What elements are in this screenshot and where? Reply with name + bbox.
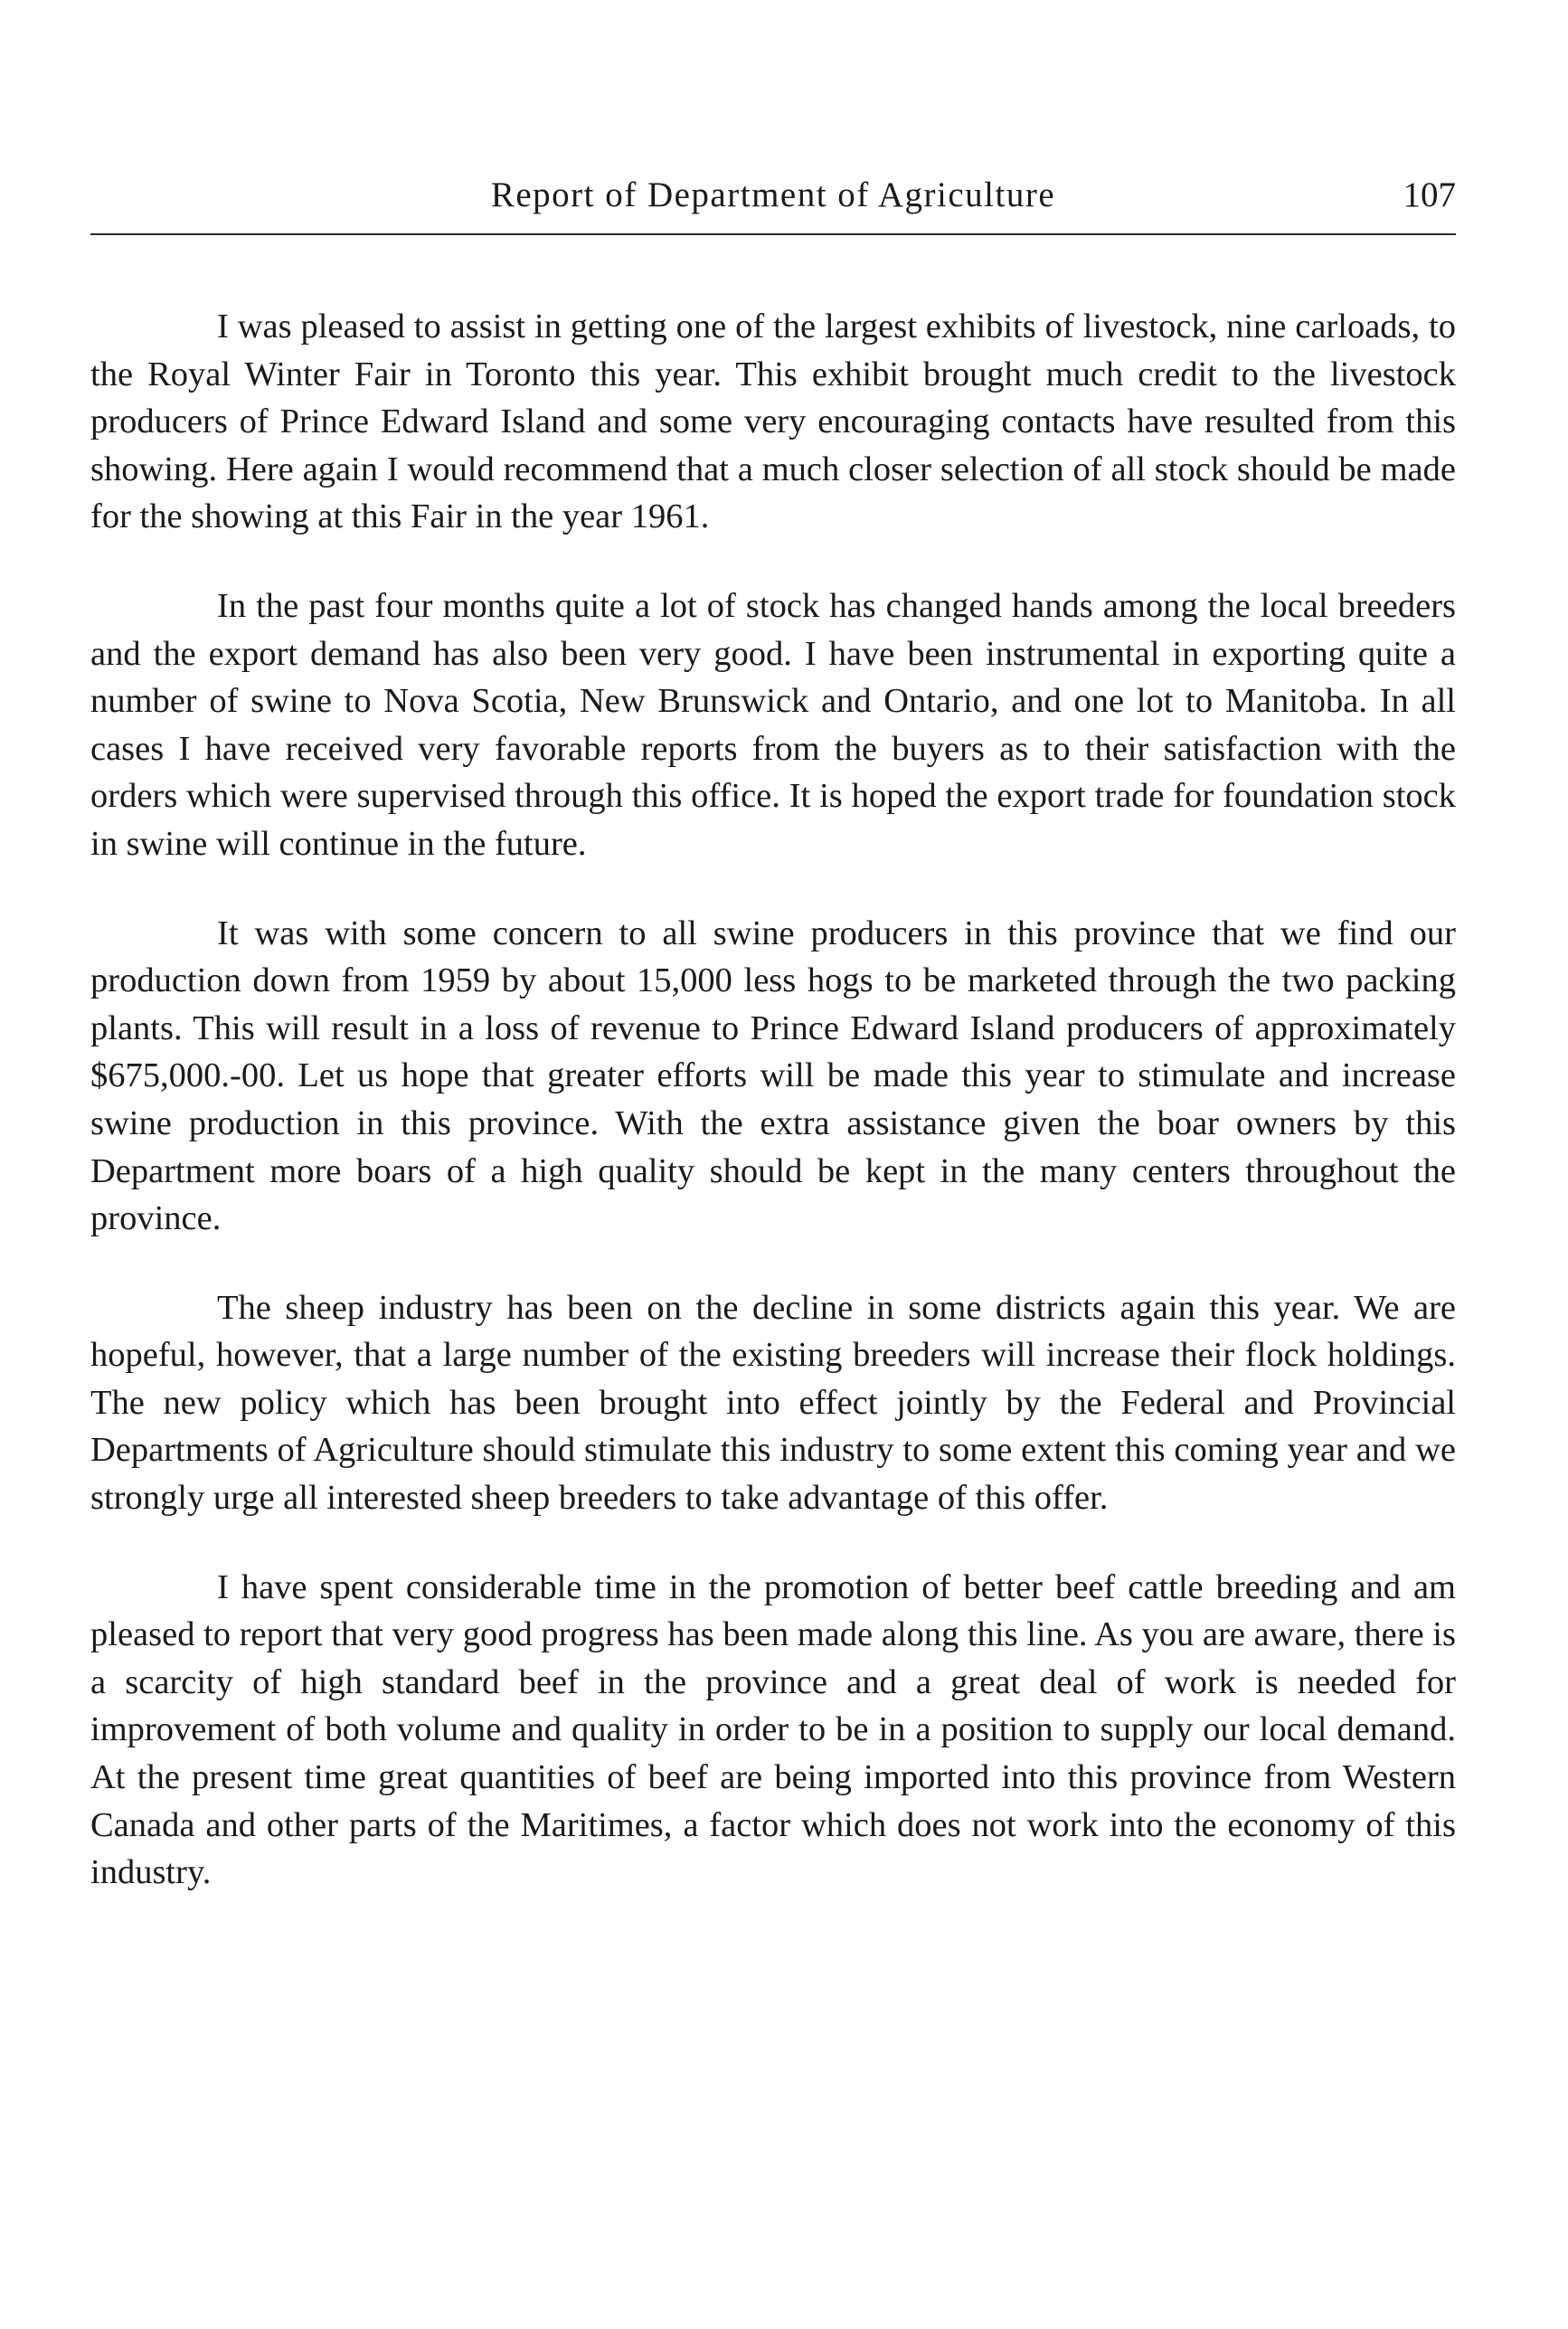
paragraph-sheep-industry: The sheep industry has been on the decline in some districts again this year. We are hopeful, however, that a large number of the existing breeders will increase their flock holdings. The new policy which has been brought into effect jointly by the Federal and Provincial Departments of Agriculture should stimulate this industry to some extent this coming year and we strongly urge all interested sheep breeders to take advantage of this offer. xyxy=(90,1288,1456,1518)
header-rule xyxy=(90,233,1456,235)
paragraph-beef-cattle: I have spent considerable time in the promotion of better beef cattle breeding and am pleased to report that very good progress has been made along this line. As you are aware, there is a scarcity of high standard beef in the province and a great deal of work is needed for improvement of both volume and quality in order to be in a position to supply our local demand. At the present time great quantities of beef are being imported into this province from Western Canada and other parts of the Maritimes, a factor which does not work into the economy of this industry. xyxy=(90,1567,1456,1892)
paragraph-royal-winter-fair: I was pleased to assist in getting one of the largest exhibits of livestock, nine carloads, to the Royal Winter Fair in Toronto this year. This exhibit brought much credit to the livestock producers of Prince Edward Island and some very encouraging contacts have resulted from this showing. Here again I would recommend that a much closer selection of all stock should be made for the showing at this Fair in the year 1961. xyxy=(90,308,1456,536)
body-text xyxy=(90,303,1456,1938)
running-header xyxy=(90,172,1456,226)
running-title: Report of Department of Agriculture xyxy=(490,175,1056,214)
paragraph-swine-production: It was with some concern to all swine producers in this province that we find our production down from 1959 by about 15,000 less hogs to be marketed through the two packing plants. This will result in a loss of revenue to Prince Edward Island producers of approximately $675,000.-00. Let us hope that greater efforts will be made this year to stimulate and increase swine production in this province. With the extra assistance given the boar owners by this Department more boars of a high quality should be kept in the many centers throughout the province. xyxy=(90,914,1456,1238)
paragraph-swine-exports: In the past four months quite a lot of stock has changed hands among the local breeders and the export demand has also been very good. I have been instrumental in exporting quite a number of swine to Nova Scotia, New Brunswick and Ontario, and one lot to Manitoba. In all cases I have received very favorable reports from the buyers as to their satisfaction with the orders which were supervised through this office. It is hoped the export trade for foundation stock in swine will continue in the future. xyxy=(90,586,1456,863)
page-number: 107 xyxy=(1403,175,1456,214)
